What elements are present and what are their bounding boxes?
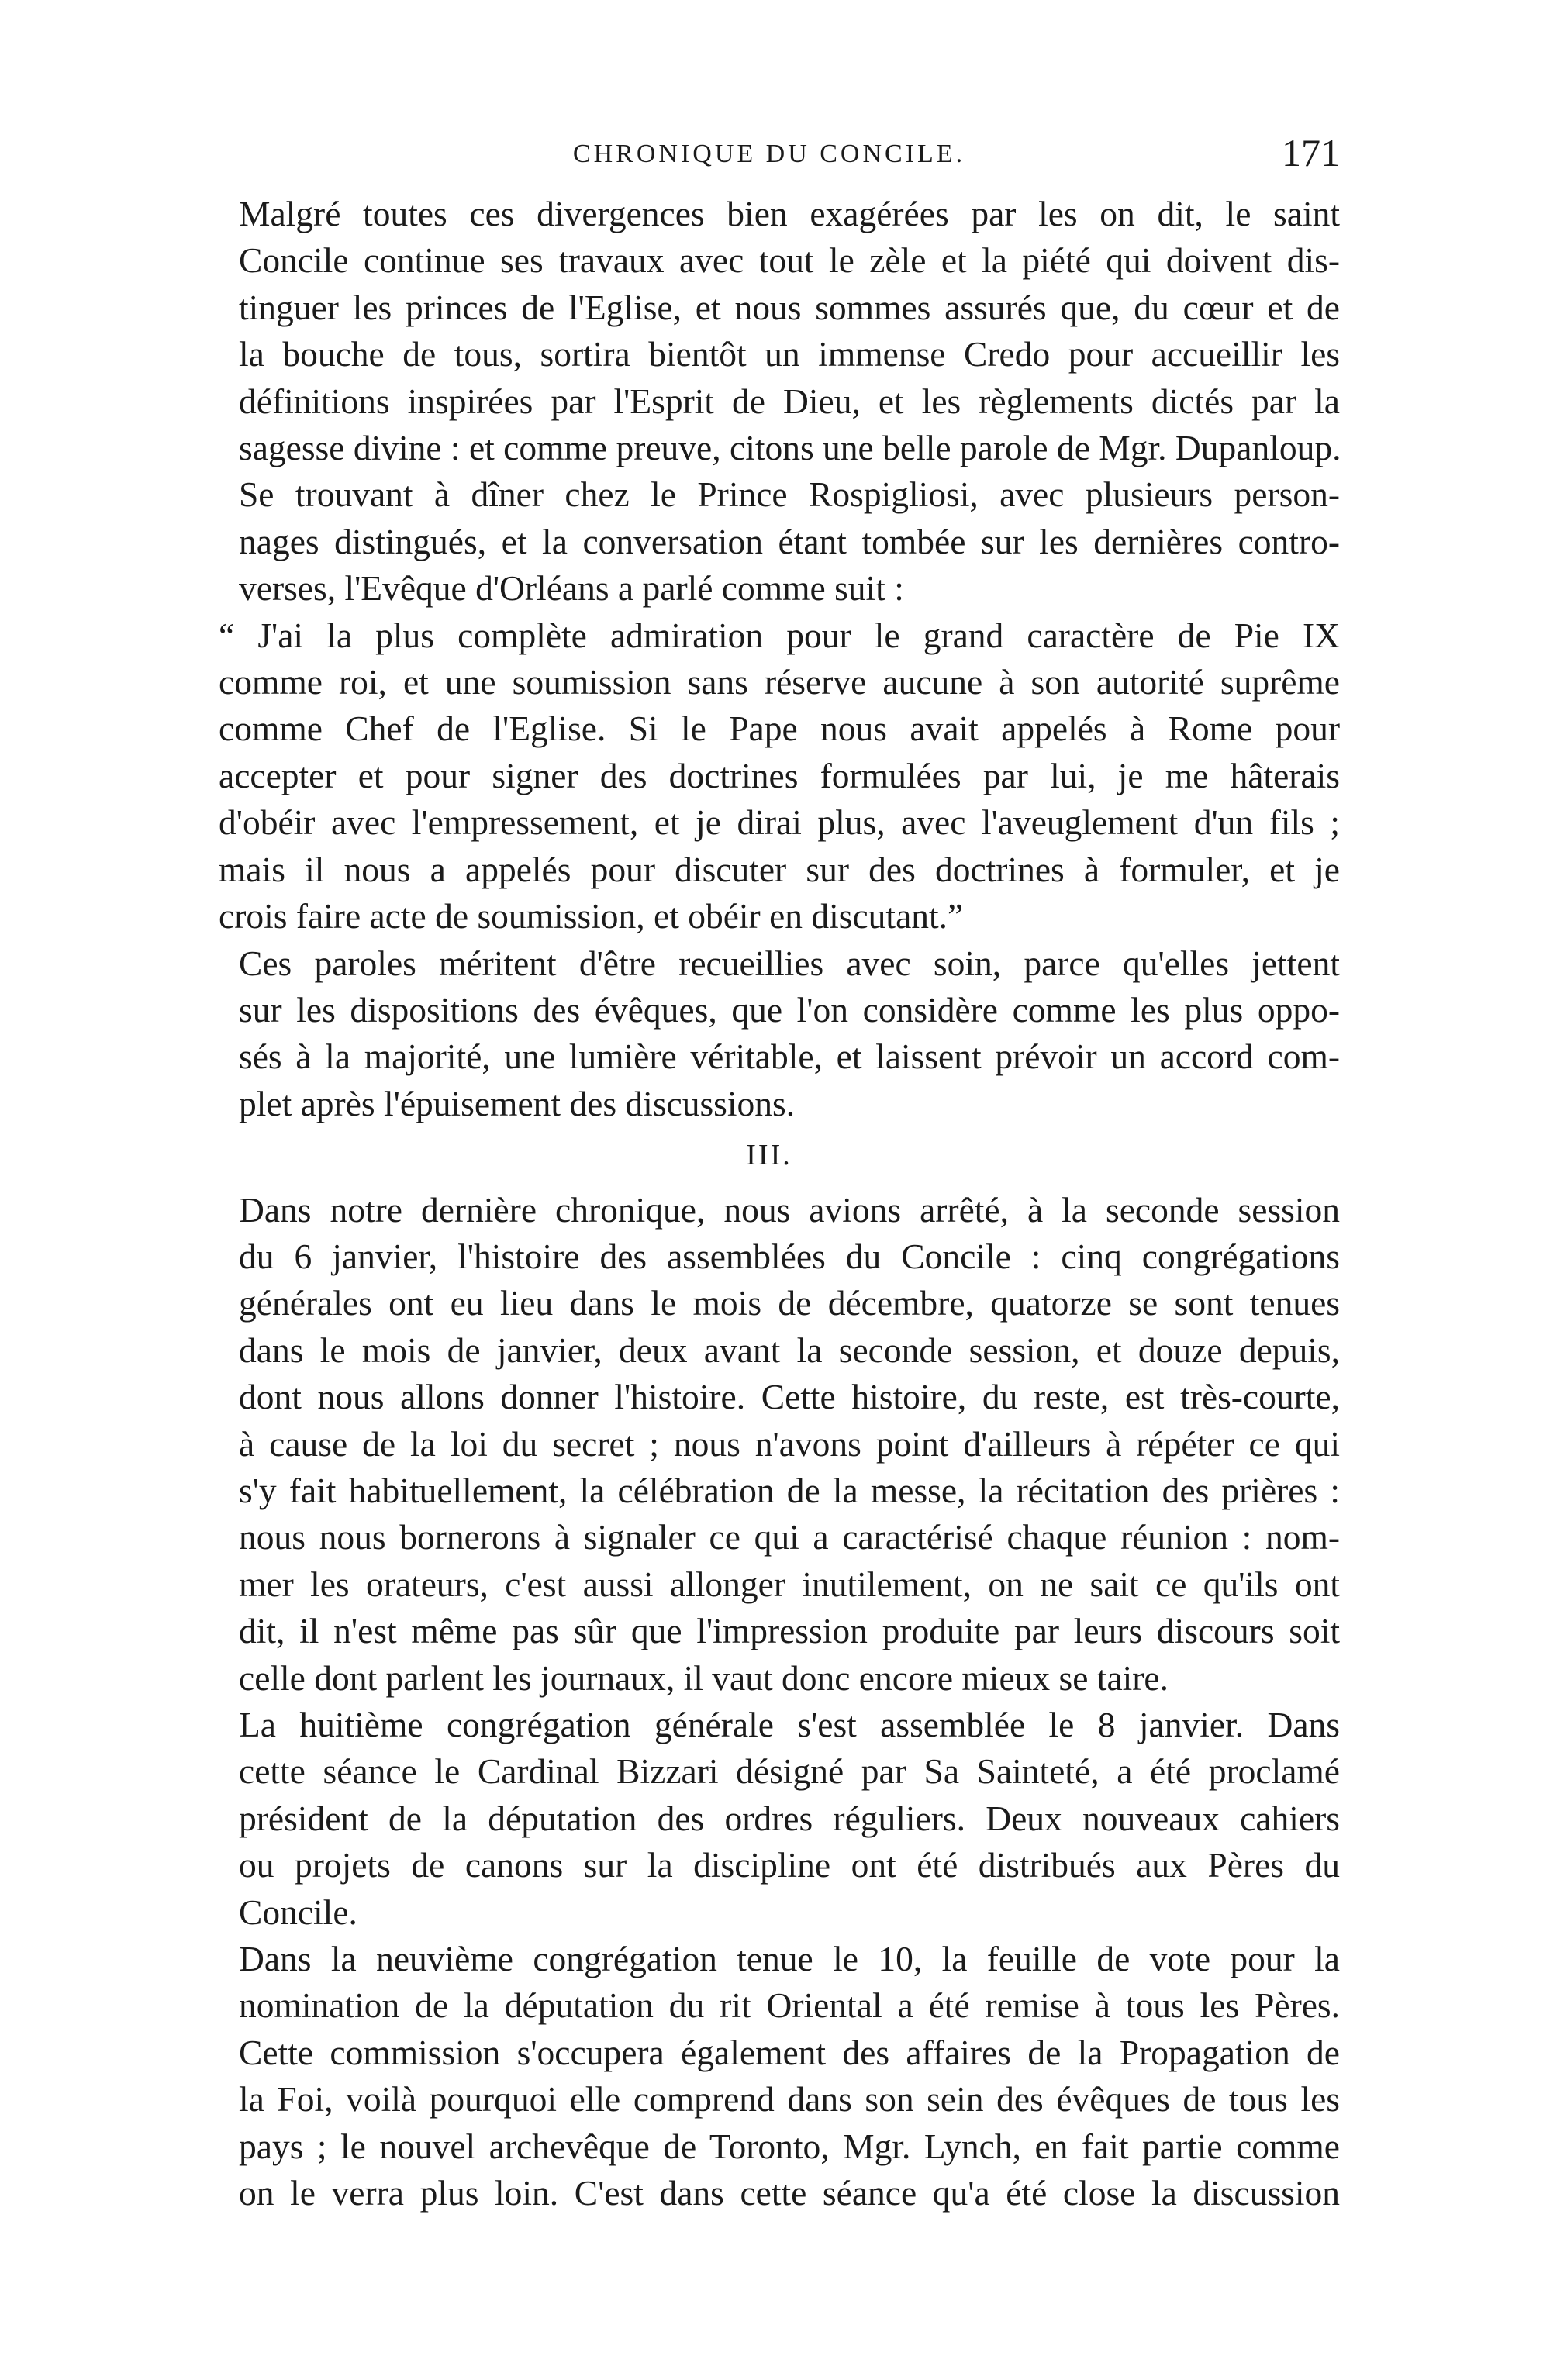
text-line: dont nous allons donner l'histoire. Cette histoire, du reste, est très-courte, bbox=[239, 1377, 1340, 1417]
text-line: tinguer les princes de l'Eglise, et nous sommes assurés que, du cœur et de bbox=[239, 287, 1340, 327]
text-line: nomination de la députation du rit Oriental a été remise à tous les Pères. bbox=[239, 1985, 1340, 2026]
text-line: Concile continue ses travaux avec tout le zèle et la piété qui doivent dis- bbox=[239, 240, 1340, 281]
text-line: plet après l'épuisement des discussions. bbox=[239, 1083, 796, 1123]
text-line: nous nous bornerons à signaler ce qui a caractérisé chaque réunion : nom- bbox=[239, 1517, 1340, 1557]
text-line: pays ; le nouvel archevêque de Toronto, Mgr. Lynch, en fait partie comme bbox=[239, 2126, 1340, 2166]
paragraph-5 bbox=[198, 1187, 1340, 1702]
paragraph-4 bbox=[198, 940, 1340, 1128]
running-head bbox=[198, 130, 1340, 177]
text-line: comme roi, et une soumission sans réserve aucune à son autorité suprême bbox=[219, 662, 1340, 702]
text-line: Ces paroles méritent d'être recueillies avec soin, parce qu'elles jettent bbox=[239, 943, 1340, 983]
text-line: du 6 janvier, l'histoire des assemblées du Concile : cinq congrégations bbox=[239, 1236, 1340, 1276]
text-line: Se trouvant à dîner chez le Prince Rospigliosi, avec plusieurs person- bbox=[239, 474, 1340, 515]
text-line: président de la députation des ordres réguliers. Deux nouveaux cahiers bbox=[239, 1798, 1340, 1838]
text-line: définitions inspirées par l'Esprit de Dieu, et les règlements dictés par la bbox=[239, 381, 1340, 421]
text-line: Malgré toutes ces divergences bien exagérées par les on dit, le saint bbox=[239, 194, 1340, 233]
text-line: à cause de la loi du secret ; nous n'avons point d'ailleurs à répéter ce qui bbox=[239, 1423, 1340, 1464]
text-line: la Foi, voilà pourquoi elle comprend dans son sein des évêques de tous les bbox=[239, 2079, 1340, 2120]
text-line: dans le mois de janvier, deux avant la seconde session, et douze depuis, bbox=[239, 1330, 1340, 1370]
text-line: celle dont parlent les journaux, il vaut donc encore mieux se taire. bbox=[239, 1657, 1169, 1698]
main-text bbox=[198, 191, 1340, 2216]
text-line: verses, l'Evêque d'Orléans a parlé comme suit : bbox=[239, 568, 904, 609]
page-number: 171 bbox=[1282, 131, 1340, 174]
text-line: s'y fait habituellement, la célébration de la messe, la récitation des prières : bbox=[239, 1470, 1340, 1510]
text-line: on le verra plus loin. C'est dans cette séance qu'a été close la discussion bbox=[239, 2173, 1340, 2213]
text-line: mer les orateurs, c'est aussi allonger inutilement, on ne sait ce qu'ils ont bbox=[239, 1564, 1340, 1604]
text-line: sur les dispositions des évêques, que l'on considère comme les plus oppo- bbox=[239, 989, 1340, 1030]
text-line: crois faire acte de soumission, et obéir en discutant.” bbox=[219, 896, 964, 936]
text-line: dit, il n'est même pas sûr que l'impression produite par leurs discours soit bbox=[239, 1611, 1340, 1651]
text-line: sagesse divine : et comme preuve, citons une belle parole de Mgr. Dupanloup. bbox=[239, 428, 1341, 468]
text-line: Dans notre dernière chronique, nous avions arrêté, à la seconde session bbox=[239, 1189, 1340, 1230]
text-line: nages distingués, et la conversation étant tombée sur les dernières contro- bbox=[239, 521, 1340, 561]
paragraph-6 bbox=[198, 1702, 1340, 1936]
text-line: mais il nous a appelés pour discuter sur des doctrines à formuler, et je bbox=[219, 849, 1340, 889]
text-line: cette séance le Cardinal Bizzari désigné par Sa Sainteté, a été proclamé bbox=[239, 1751, 1340, 1792]
text-line: “ J'ai la plus complète admiration pour le grand caractère de Pie IX bbox=[219, 615, 1340, 655]
paragraph-2 bbox=[198, 471, 1340, 612]
text-line: Concile. bbox=[239, 1892, 357, 1932]
quotation bbox=[198, 612, 1340, 940]
paragraph-7 bbox=[198, 1936, 1340, 2216]
text-line: La huitième congrégation générale s'est assemblée le 8 janvier. Dans bbox=[239, 1705, 1340, 1744]
text-line: Cette commission s'occupera également des affaires de la Propagation de bbox=[239, 2032, 1340, 2072]
section-number: III. bbox=[746, 1139, 792, 1172]
running-title: CHRONIQUE DU CONCILE. bbox=[572, 140, 966, 168]
paragraph-1 bbox=[198, 191, 1340, 471]
text-line: d'obéir avec l'empressement, et je dirai plus, avec l'aveuglement d'un fils ; bbox=[219, 802, 1340, 843]
text-line: la bouche de tous, sortira bientôt un immense Credo pour accueillir les bbox=[239, 334, 1340, 374]
text-line: sés à la majorité, une lumière véritable, et laissent prévoir un accord com- bbox=[239, 1037, 1340, 1077]
text-line: accepter et pour signer des doctrines formulées par lui, je me hâterais bbox=[219, 755, 1340, 795]
text-line: comme Chef de l'Eglise. Si le Pape nous avait appelés à Rome pour bbox=[219, 709, 1340, 749]
text-line: Dans la neuvième congrégation tenue le 10, la feuille de vote pour la bbox=[239, 1939, 1340, 1979]
text-line: ou projets de canons sur la discipline ont été distribués aux Pères du bbox=[239, 1845, 1340, 1885]
text-line: générales ont eu lieu dans le mois de décembre, quatorze se sont tenues bbox=[239, 1283, 1340, 1323]
